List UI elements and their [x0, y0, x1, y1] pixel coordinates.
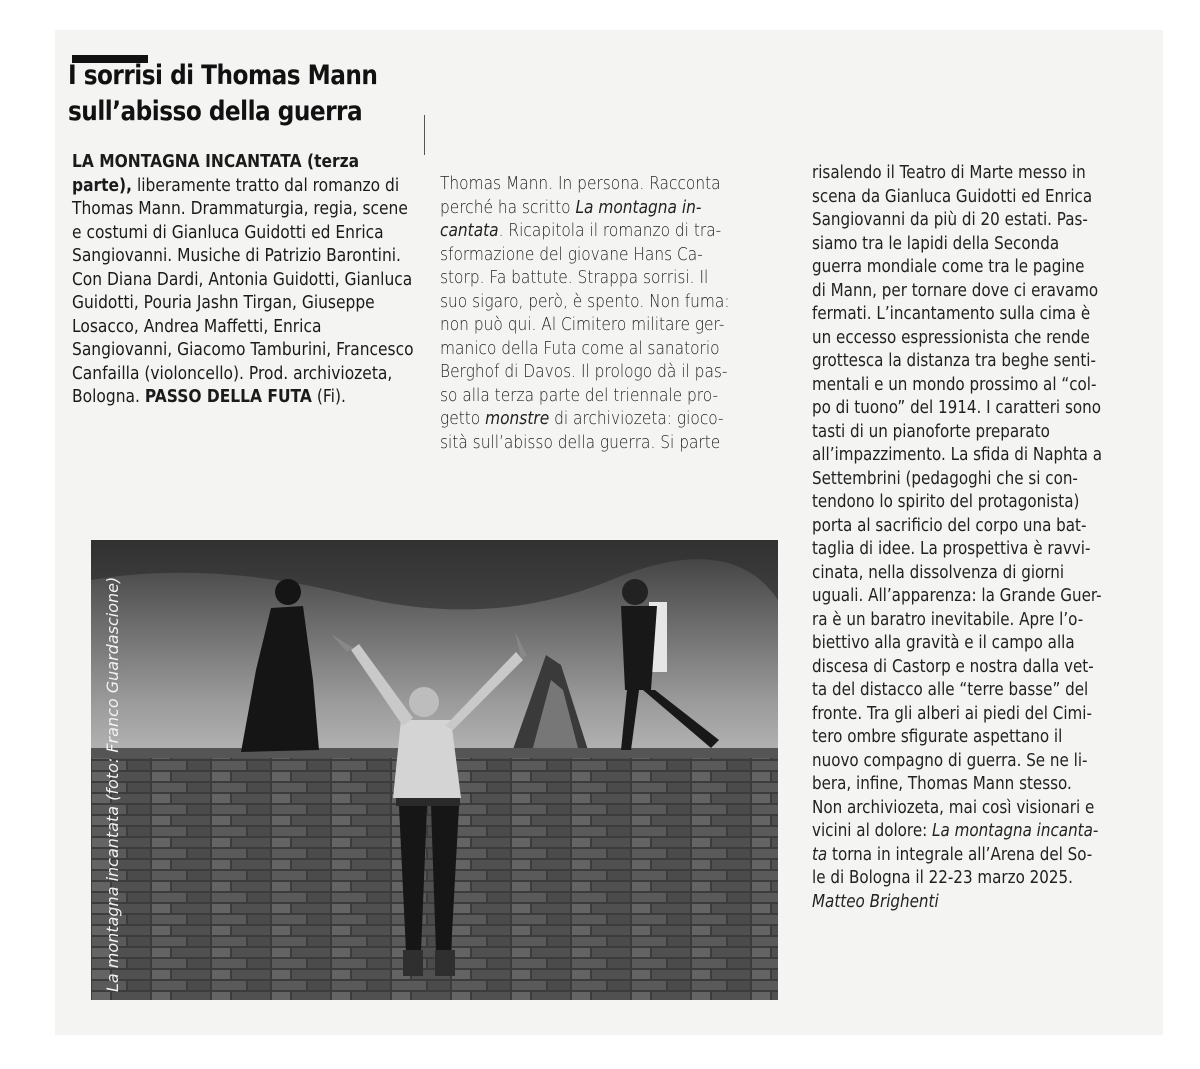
- production-credits: [72, 150, 420, 409]
- text-line: tasti di un pianoforte preparato: [812, 421, 1050, 442]
- article-headline: I sorrisi di Thomas Mann sull’abisso della guerra: [68, 60, 378, 127]
- text-line: cantata. Ricapitola il romanzo di tra-: [440, 221, 722, 241]
- credits-body: liberamente tratto dal romanzo di Thomas Mann. Drammaturgia, regia, scene e costumi di Gianluca Guidotti ed Enrica Sangiovanni. Musiche di Patrizio Barontini. Con Diana Dardi, Antonia Guidotti, Gianluca Guidotti, Pouria Jashn Tirgan, Giuseppe Losacco, Andrea Maffetti, Enrica Sangiovanni, Giacomo Tamburini, Francesco Canfailla (violoncello). Prod. archiviozeta, Bologna.: [72, 174, 414, 407]
- text-line: so alla terza parte del triennale pro-: [440, 385, 719, 406]
- text-line: siamo tra le lapidi della Seconda: [812, 233, 1060, 254]
- text-line: non può qui. Al Cimitero militare ger-: [440, 315, 725, 335]
- text-line: all’impazzimento. La sfida di Naphta a: [812, 445, 1103, 465]
- text-line: guerra mondiale come tra le pagine: [812, 257, 1085, 277]
- text-line: tendono lo spirito del protagonista): [812, 492, 1080, 512]
- text-line: di Mann, per tornare dove ci eravamo: [812, 280, 1099, 301]
- text-line: Matteo Brighenti: [812, 891, 939, 912]
- text-line: getto monstre di archiviozeta: gioco-: [440, 409, 724, 429]
- credits-place: PASSO DELLA FUTA: [144, 386, 312, 407]
- text-line: sità sull’abisso della guerra. Si parte: [440, 432, 721, 453]
- text-line: ra è un baratro inevitabile. Apre l’o-: [812, 609, 1084, 630]
- article-column-right: [812, 162, 1149, 914]
- text-line: taglia di idee. La prospettiva è ravvi-: [812, 539, 1091, 559]
- text-line: vicini al dolore: La montagna incanta-: [812, 821, 1099, 841]
- text-line: biettivo alla gravità e il campo alla: [812, 633, 1075, 653]
- text-line: suo sigaro, però, è spento. Non fuma:: [440, 291, 730, 312]
- text-line: perché ha scritto La montagna in-: [440, 197, 702, 218]
- text-line: fermati. L’incantamento sulla cima è: [812, 304, 1091, 324]
- text-line: ta del distacco alle “terre basse” del: [812, 680, 1089, 700]
- text-line: Berghof di Davos. Il prologo dà il pas-: [440, 362, 728, 382]
- text-line: porta al sacrificio del corpo una bat-: [812, 515, 1087, 536]
- text-line: Thomas Mann. In persona. Racconta: [440, 174, 721, 194]
- text-line: bera, infine, Thomas Mann stesso.: [812, 774, 1072, 794]
- stage-photo-image: [91, 540, 778, 1000]
- text-line: le di Bologna il 22-23 marzo 2025.: [812, 868, 1073, 888]
- text-line: scena da Gianluca Guidotti ed Enrica: [812, 186, 1093, 207]
- text-line: un eccesso espressionista che rende: [812, 327, 1090, 348]
- text-line: po di tuono” del 1914. I caratteri sono: [812, 398, 1101, 418]
- text-line: risalendo il Teatro di Marte messo in: [812, 163, 1086, 183]
- column-rule: [424, 115, 425, 155]
- text-line: tero ombre sfigurate aspettano il: [812, 727, 1063, 747]
- text-line: discesa di Castorp e nostra dalla vet-: [812, 656, 1094, 677]
- text-line: Non archiviozeta, mai così visionari e: [812, 797, 1095, 818]
- text-line: uguali. All’apparenza: la Grande Guer-: [812, 586, 1102, 606]
- text-line: fronte. Tra gli alberi ai piedi del Cimi-: [812, 703, 1092, 724]
- text-line: manico della Futa come al sanatorio: [440, 338, 720, 359]
- credits-tail: (Fi).: [311, 386, 346, 407]
- text-line: cinata, nella dissolvenza di giorni: [812, 562, 1065, 583]
- text-line: ta torna in integrale all’Arena del So-: [812, 844, 1093, 865]
- text-line: grottesca la distanza tra beghe senti-: [812, 351, 1096, 371]
- text-line: Settembrini (pedagoghi che si con-: [812, 468, 1078, 489]
- text-line: Sangiovanni da più di 20 estati. Pas-: [812, 210, 1088, 230]
- text-line: mentali e un mondo prossimo al “col-: [812, 374, 1097, 395]
- credits-title: LA MONTAGNA INCANTATA (terza parte),: [72, 151, 360, 196]
- text-line: nuovo compagno di guerra. Se ne li-: [812, 750, 1088, 771]
- text-line: sformazione del giovane Hans Ca-: [440, 244, 703, 265]
- stage-photo: [91, 540, 778, 1000]
- photo-caption: La montagna incantata (foto: Franco Guardascione): [103, 576, 122, 992]
- article-column-middle: [440, 173, 774, 455]
- text-line: storp. Fa battute. Strappa sorrisi. Il: [440, 268, 709, 288]
